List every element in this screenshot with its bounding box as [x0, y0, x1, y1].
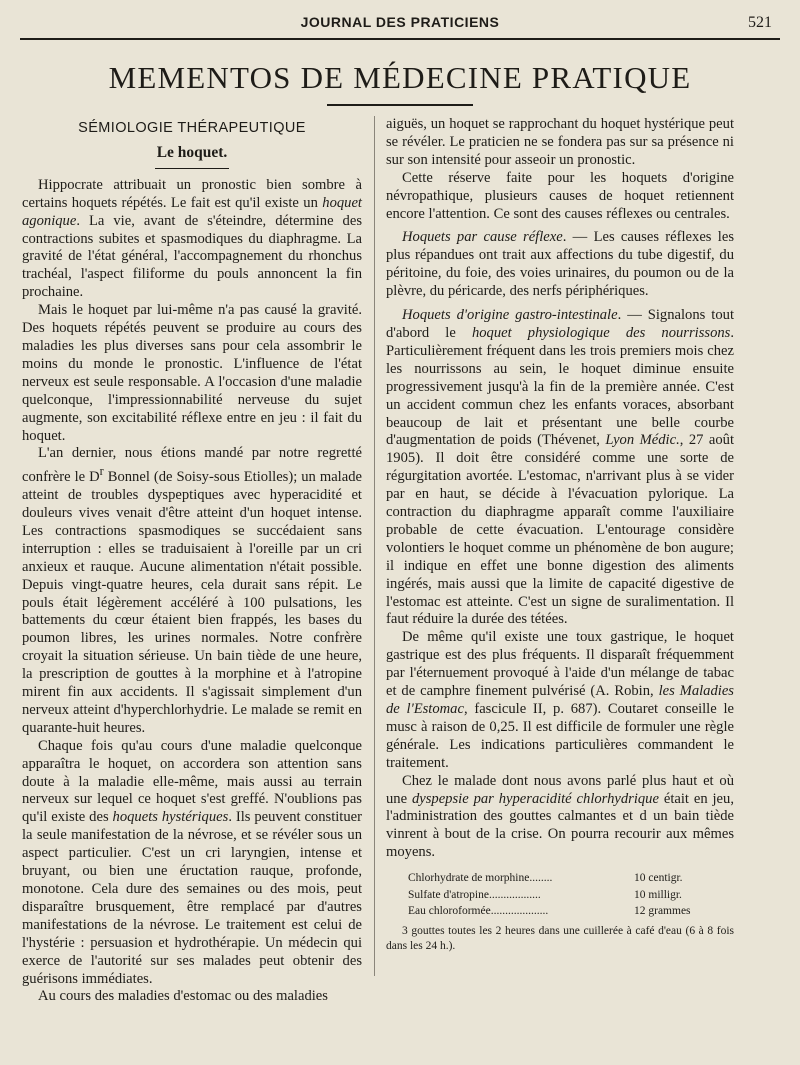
column-divider — [374, 116, 375, 976]
prescription-dose: 10 centigr. — [634, 872, 683, 885]
left-column — [22, 116, 362, 1006]
page-title: MEMENTOS DE MÉDECINE PRATIQUE — [108, 60, 692, 95]
right-body — [386, 116, 734, 862]
right-paragraph: Cette réserve faite pour les hoquets d'origine névropathique, plusieurs causes de hoquet retiennent encore l'attention. Ce sont des causes réflexes ou centrales. — [386, 169, 734, 222]
prescription-item: Chlorhydrate de morphine........ — [408, 872, 553, 885]
right-column — [386, 116, 734, 955]
journal-name: JOURNAL DES PRATICIENS — [300, 14, 500, 30]
title-rule — [327, 104, 473, 106]
prescription-row — [408, 870, 708, 887]
article-subtitle: Le hoquet. — [156, 143, 228, 161]
left-paragraph: L'an dernier, nous étions mandé par notre regretté confrère le $D^r$ Bonnel (de Soisy-sous Etiolles); un malade atteint de troubles dyspeptiques avec hyperacidité et douleurs vives venait d'être atteint d'un hoquet intense. Les contractions spasmodiques se succédaient sans interruption : elles se traduisaient à l'oreille par un cri anxieux et rauque. Aucune alimentation n'était possible. Depuis vingt-quatre heures, cela durait sans répit. Le pouls était légèrement accéléré à 100 pulsations, les battements du cœur étaient bien frappés, les bases du poumon libres, les urines normales. Notre confrère croyait la situation sérieuse. Un bain tiède de une heure, la prescription de gouttes à la morphine et à l'atropine mirent fin aux accidents. Il s'agissait simplement d'un nerveux atteint d'hyperchlorhydrie. Le malade se remit en quarante-huit heures. — [22, 445, 362, 736]
prescription-row — [408, 887, 708, 904]
prescription-item: Sulfate d'atropine.................. — [408, 888, 541, 901]
left-paragraph: Hippocrate attribuait un pronostic bien sombre à certains hoquets répétés. Le fait est qu'il existe un hoquet agonique. La vie, avant de s'éteindre, détermine des contractions subites et spasmodiques du diaphragme. La gravité de l'état général, l'accompagnement du rhonchus trachéal, l'aspect filiforme du pouls annoncent la fin prochaine. — [22, 176, 362, 301]
right-paragraph: Hoquets par cause réflexe. — Les causes réflexes les plus répandues ont trait aux affections du tube digestif, du péritoine, du foie, des voies urinaires, du poumon ou de la plèvre, du péricarde, des nerfs périphériques. — [386, 229, 734, 300]
right-paragraph: De même qu'il existe une toux gastrique, le hoquet gastrique est des plus fréquents. Il disparaît fréquemment par l'éternuement provoqué à l'aide d'un mélange de tabac et de camphre finement pulvérisé (A. Robin, les Maladies de l'Estomac, fascicule II, p. 687). Coutaret conseille le musc à raison de 0,25. Il est difficile de formuler une règle générale. Les indications particulières commandent le traitement. — [386, 629, 734, 771]
subtitle-rule — [155, 168, 229, 169]
prescription — [408, 870, 708, 920]
section-heading: SÉMIOLOGIE THÉRAPEUTIQUE — [78, 120, 306, 136]
prescription-item: Eau chloroformée.................... — [408, 905, 549, 918]
right-paragraph: Chez le malade dont nous avons parlé plus haut et où une dyspepsie par hyperacidité chlorhydrique était en jeu, l'administration des gouttes calmantes et d un bain tiède vinrent à bout de la crise. On pourra recourir aux mêmes moyens. — [386, 772, 734, 861]
right-paragraph: Hoquets d'origine gastro-intestinale. — Signalons tout d'abord le hoquet physiologique des nourrissons. Particulièrement fréquent dans les trois premiers mois chez les nourrissons au sein, le hoquet diminue ensuite progressivement jusqu'à la fin de la première année. C'est un accident commun chez les enfants voraces, absorbant beaucoup de lait et présentant une belle courbe d'augmentation de poids (Thévenet, Lyon Médic., 27 août 1905). Il doit être considéré comme une sorte de régurgitation avortée. L'estomac, n'arrivant plus à se vider par en haut, se décide à l'évacuation pylorique. La contraction du diaphragme apparaît comme l'auxiliaire probable de cette évacuation. L'entourage considère volontiers le hoquet comme un phénomène de bon augure; il indique en effet une bonne digestion des aliments ingérés, mais aussi que la limite de capacité digestive de l'estomac est atteinte. C'est un signe de suralimentation. Il faut réduire la durée des tétées. — [386, 307, 734, 628]
running-header — [20, 10, 780, 34]
right-paragraph: aiguës, un hoquet se rapprochant du hoquet hystérique peut se révéler. Le praticien ne se fondera pas sur sa présence ni sur son intensité pour asseoir un pronostic. — [386, 116, 734, 168]
posology: 3 gouttes toutes les 2 heures dans une cuillerée à café d'eau (6 à 8 fois dans les 24 h.). — [386, 924, 734, 953]
left-paragraph: Au cours des maladies d'estomac ou des maladies — [38, 988, 328, 1005]
left-paragraph: Mais le hoquet par lui-même n'a pas causé la gravité. Des hoquets répétés peuvent se produire au cours des maladies les plus diverses sans pour cela assombrir le moins du monde le pronostic. L'influence de l'état nerveux est seule responsable. A l'occasion d'une maladie quelconque, l'impressionnabilité nerveuse du sujet augmente, son excitabilité réflexe entre en jeu : il fait du hoquet. — [22, 302, 362, 444]
left-paragraph: Chaque fois qu'au cours d'une maladie quelconque apparaîtra le hoquet, on accordera son attention sans doute à la maladie elle-même, mais aussi au terrain nerveux sur lequel ce hoquet s'est greffé. N'oublions pas qu'il existe des hoquets hystériques. Ils peuvent constituer la seule manifestation de la névrose, et se révéler sous un aspect particulier. C'est un cri laryngien, intense et bruyant, ou bien une éructation rauque, profonde, monotone. Cela dure des semaines ou des mois, peut disparaître brusquement, être remplacé par d'autres manifestations de la névrose. Le traitement est celui de l'hystérie : persuasion et hydrothérapie. Un médecin qui exerce de l'autorité sur ses malades peut obtenir des guérisons immédiates. — [22, 737, 362, 987]
prescription-dose: 10 milligr. — [634, 888, 682, 901]
page-number: 521 — [748, 14, 772, 31]
header-rule — [20, 38, 780, 40]
prescription-dose: 12 grammes — [634, 905, 691, 918]
left-body — [22, 177, 362, 1007]
prescription-row — [408, 903, 708, 920]
